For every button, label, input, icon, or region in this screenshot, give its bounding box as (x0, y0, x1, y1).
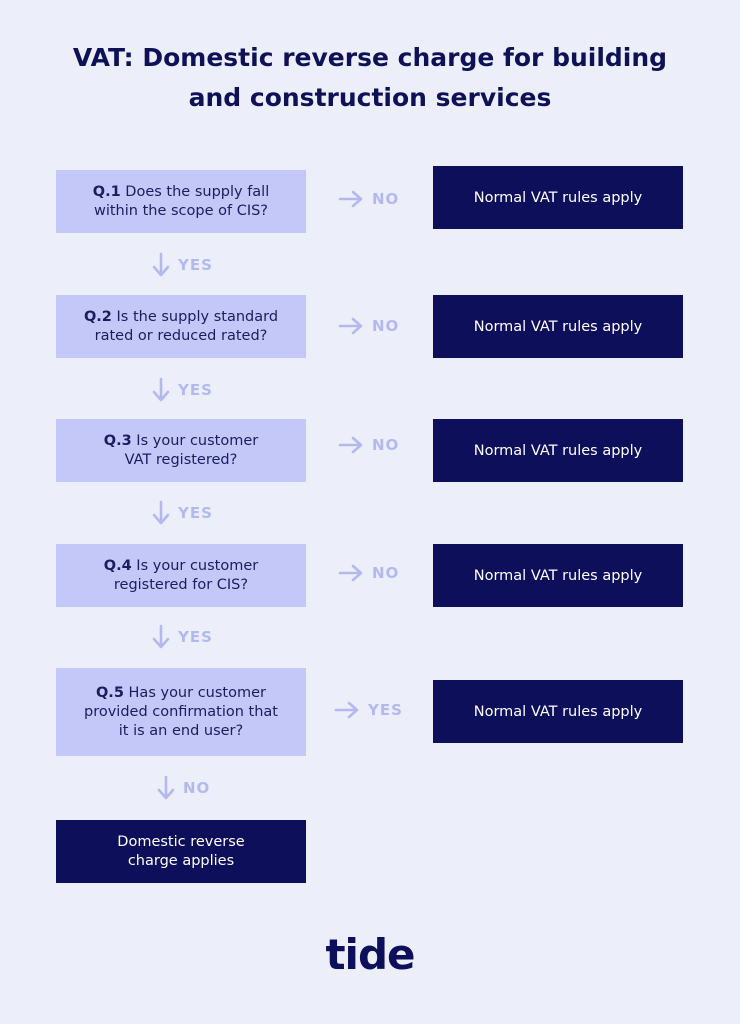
arrow-down-icon (152, 624, 170, 650)
arrow-label: NO (372, 317, 400, 335)
outcome-text: Normal VAT rules apply (473, 189, 643, 206)
tide-logo: tide (325, 930, 415, 979)
arrow-down-icon (152, 500, 170, 526)
question-text: it is an end user? (118, 722, 244, 739)
question-text: Is your customer (136, 432, 259, 449)
yes-arrow-3 (152, 500, 213, 526)
title-line-2: and construction services (188, 83, 552, 112)
title-line-1: VAT: Domestic reverse charge for building (72, 43, 668, 72)
outcome-box-4 (433, 544, 683, 607)
no-arrow-1 (338, 190, 399, 208)
arrow-down-icon (152, 377, 170, 403)
arrow-right-icon (334, 701, 360, 719)
arrow-right-icon (338, 436, 364, 454)
final-text: charge applies (127, 852, 235, 869)
arrow-right-icon (338, 317, 364, 335)
outcome-box-3 (433, 419, 683, 482)
question-number: Q.1 (92, 183, 121, 200)
arrow-right-icon (338, 564, 364, 582)
question-text: Has your customer (128, 684, 266, 701)
question-text: registered for CIS? (113, 576, 249, 593)
yes-arrow-5 (334, 701, 403, 719)
yes-arrow-1 (152, 252, 213, 278)
arrow-label: YES (178, 628, 213, 646)
yes-arrow-2 (152, 377, 213, 403)
yes-arrow-4 (152, 624, 213, 650)
outcome-text: Normal VAT rules apply (473, 442, 643, 459)
question-text: within the scope of CIS? (93, 202, 268, 219)
question-text: Does the supply fall (125, 183, 270, 200)
question-text: Is the supply standard (116, 308, 279, 325)
arrow-label: NO (183, 779, 211, 797)
page-title (0, 38, 740, 118)
question-box-2 (56, 295, 306, 358)
outcome-text: Normal VAT rules apply (473, 318, 643, 335)
question-box-4 (56, 544, 306, 607)
outcome-box-2 (433, 295, 683, 358)
final-outcome-box (56, 820, 306, 883)
arrow-label: NO (372, 190, 400, 208)
arrow-label: NO (372, 436, 400, 454)
question-number: Q.2 (83, 308, 112, 325)
arrow-down-icon (157, 775, 175, 801)
arrow-label: YES (178, 504, 213, 522)
no-arrow-4 (338, 564, 399, 582)
no-arrow-5 (157, 775, 210, 801)
question-number: Q.3 (103, 432, 132, 449)
arrow-label: YES (178, 256, 213, 274)
arrow-label: NO (372, 564, 400, 582)
question-number: Q.4 (103, 557, 132, 574)
arrow-label: YES (178, 381, 213, 399)
arrow-right-icon (338, 190, 364, 208)
arrow-down-icon (152, 252, 170, 278)
outcome-box-5 (433, 680, 683, 743)
question-box-3 (56, 419, 306, 482)
no-arrow-2 (338, 317, 399, 335)
question-text: VAT registered? (124, 451, 238, 468)
outcome-box-1 (433, 166, 683, 229)
final-text: Domestic reverse (117, 833, 245, 850)
question-text: provided confirmation that (84, 703, 278, 720)
question-text: rated or reduced rated? (94, 327, 268, 344)
arrow-label: YES (368, 701, 403, 719)
outcome-text: Normal VAT rules apply (473, 703, 643, 720)
question-number: Q.5 (95, 684, 124, 701)
question-box-1 (56, 170, 306, 233)
question-text: Is your customer (136, 557, 259, 574)
question-box-5 (56, 668, 306, 756)
outcome-text: Normal VAT rules apply (473, 567, 643, 584)
no-arrow-3 (338, 436, 399, 454)
